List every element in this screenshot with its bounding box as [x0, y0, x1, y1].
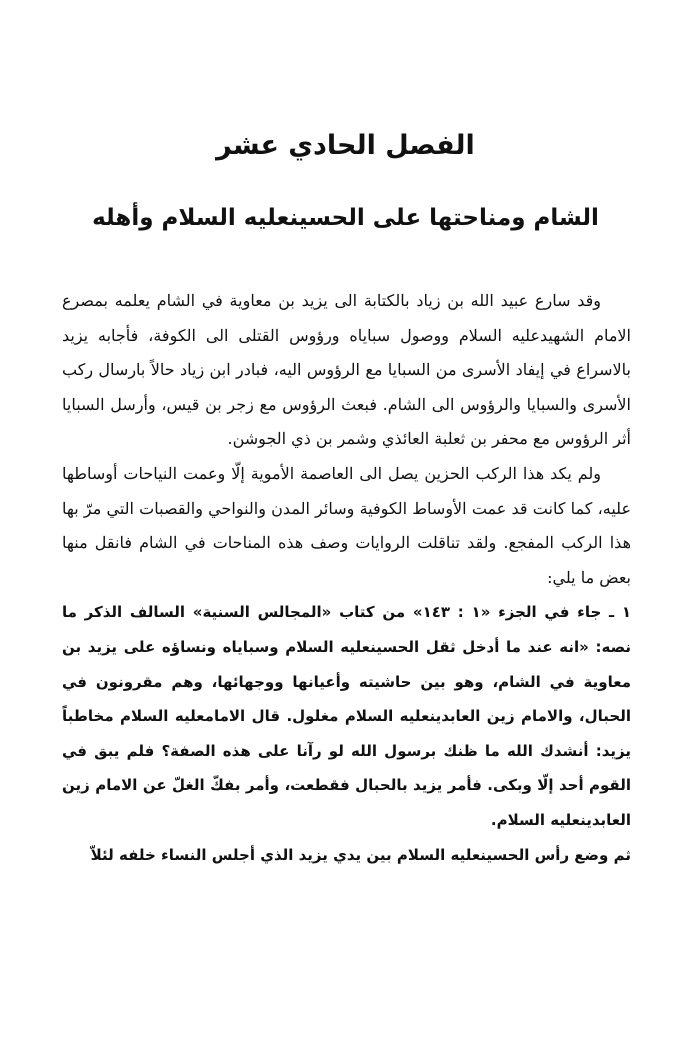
paragraph-3: ١ ـ جاء في الجزء «١ : ١٤٣» من كتاب «المجالس السنية» السالف الذكر ما نصه: «انه عند ما أدخل ثقل الحسينعليه السلام وسباياه ونساؤه على يزيد بن معاوية في الشام، وهو بين حاشيته وأعيانها ووجهائها، وهم مقرونون في الحبال، والامام زين العابدينعليه السلام مغلول. قال الامامعليه السلام مخاطباً يزيد: أنشدك الله ما ظنك برسول الله لو رآنا على هذه الصفة؟ فلم يبق في القوم أحد إلّا وبكى. فأمر يزيد بالحبال فقطعت، وأمر بفكّ الغلّ عن الامام زين العابدينعليه السلام. [62, 603, 632, 829]
paragraph-1: وقد سارع عبيد الله بن زياد بالكتابة الى يزيد بن معاوية في الشام يعلمه بمصرع الامام الشهيدعليه السلام ووصول سباياه ورؤوس القتلى الى الكوفة، فأجابه يزيد بالاسراع في إيفاد الأسرى من السبايا مع الرؤوس اليه، فبادر ابن زياد حالاً بارسال ركب الأسرى والسبايا والرؤوس الى الشام. فبعث الرؤوس مع زجر بن قيس، وأرسل السبايا أثر الرؤوس مع محفر بن ثعلبة العائذي وشمر بن ذي الجوشن. [62, 291, 631, 449]
paragraph-4: ثم وضع رأس الحسينعليه السلام بين يدي يزيد الذي أجلس النساء خلفه لئلاّ [90, 845, 631, 864]
body-text [62, 284, 631, 872]
chapter-subtitle: الشام ومناحتها على الحسينعليه السلام وأهله [92, 205, 599, 231]
paragraph-2: ولم يكد هذا الركب الحزين يصل الى العاصمة الأموية إلّا وعمت النياحات أوساطها عليه، كما كانت قد عمت الأوساط الكوفية وسائر المدن والنواحي والقصبات التي مرّ بها هذا الركب المفجع. ولقد تناقلت الروايات وصف هذه المناحات في الشام فانقل منها بعض ما يلي: [62, 463, 631, 587]
chapter-title: الفصل الحادي عشر [216, 130, 475, 161]
